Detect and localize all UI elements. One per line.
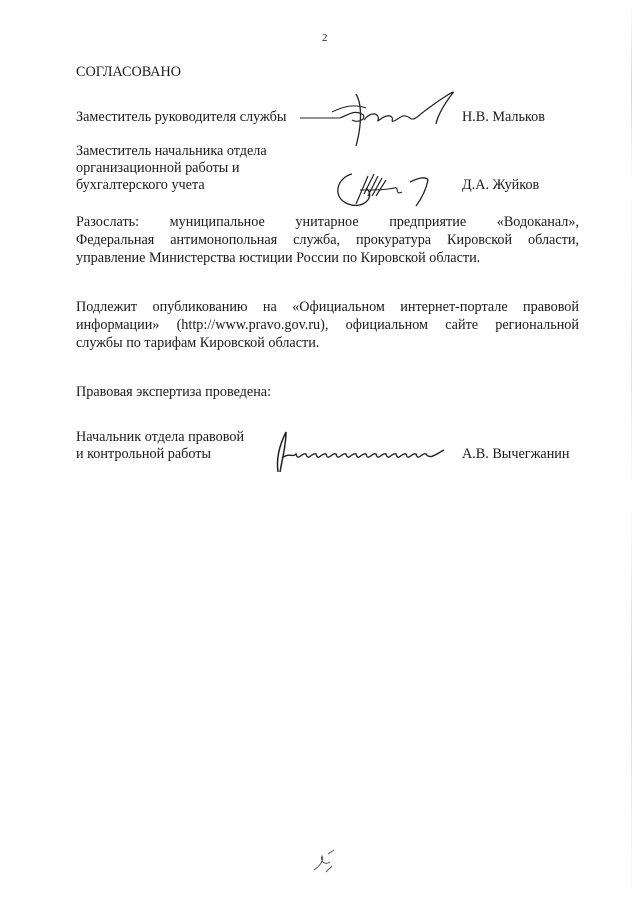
- signatory1-position: Заместитель руководителя службы: [76, 109, 287, 125]
- legal-signatory-position-line2: и контрольной работы: [76, 446, 211, 462]
- signature-vychegzhanin: [262, 428, 448, 478]
- signature-malkov: [292, 80, 472, 152]
- legal-signatory-position-line1: Начальник отдела правовой: [76, 429, 245, 445]
- signatory2-position-line2: организационной работы и: [76, 160, 240, 176]
- signatory2-position-line3: бухгалтерского учета: [76, 177, 205, 193]
- signatory1-name: Н.В. Мальков: [462, 109, 545, 125]
- page-number: 2: [322, 32, 328, 44]
- approval-heading: СОГЛАСОВАНО: [76, 64, 182, 80]
- publication-paragraph: [76, 298, 579, 352]
- legal-signatory-name: А.В. Вычегжанин: [462, 446, 570, 462]
- signatory2-position-line1: Заместитель начальника отдела: [76, 143, 267, 159]
- legal-review-text: Правовая экспертиза проведена:: [76, 384, 272, 400]
- publication-line: Подлежит опубликованию на «Официальном интернет-портале правовой: [76, 299, 579, 315]
- scan-edge: [631, 0, 632, 905]
- distribution-line: Разослать: муниципальное унитарное предприятие «Водоканал»,: [76, 214, 579, 230]
- distribution-line: управление Министерства юстиции России по Кировской области.: [76, 250, 481, 266]
- publication-line: информации» (http://www.pravo.gov.ru), официальном сайте региональной: [76, 317, 579, 333]
- initials-mark: [310, 848, 340, 876]
- publication-line: службы по тарифам Кировской области.: [76, 335, 320, 351]
- distribution-line: Федеральная антимонопольная служба, прокуратура Кировской области,: [76, 232, 579, 248]
- signature-zhuikov: [330, 160, 440, 216]
- signatory2-name: Д.А. Жуйков: [462, 177, 540, 193]
- distribution-paragraph: [76, 213, 579, 267]
